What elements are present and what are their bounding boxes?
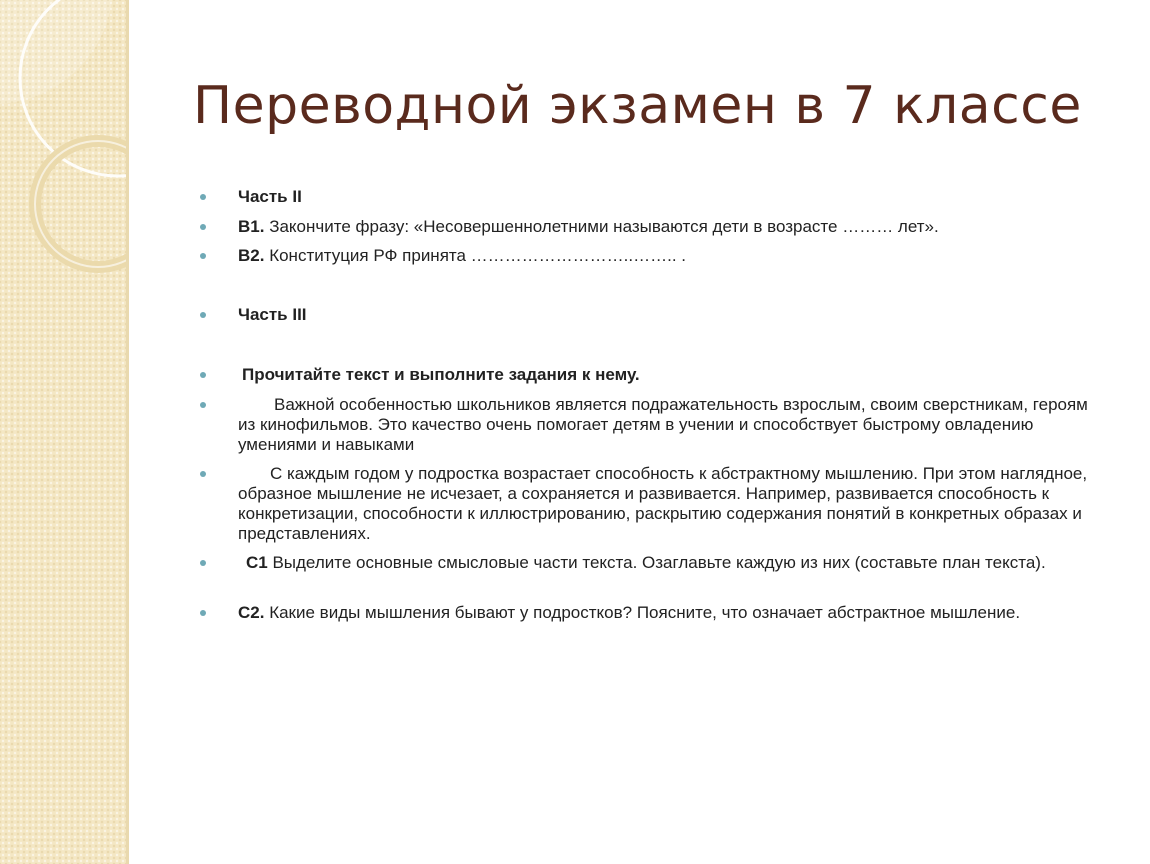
item-bold: С1 [246,553,268,572]
item-text: Конституция РФ принята ………………………..…….. . [264,246,687,265]
list-item-b2 [200,246,1100,266]
decorative-side-strip [0,0,126,864]
bullet-icon [200,224,206,230]
item-bold: Прочитайте текст и выполните задания к нему. [242,365,640,384]
item-bold: Часть II [238,187,302,206]
bullet-icon [200,610,206,616]
list-item-b1 [200,217,1100,237]
decorative-circles [0,0,126,864]
list-item-part-3 [200,305,1100,325]
bullet-icon [200,402,206,408]
bullet-icon [200,194,206,200]
item-bold: В2. [238,246,265,265]
list-item-c2 [200,603,1100,623]
item-text: Какие виды мышления бывают у подростков? Поясните, что означает абстрактное мышление. [264,603,1021,622]
item-bold: Часть III [238,305,307,324]
bullet-icon [200,312,206,318]
item-text: Закончите фразу: «Несовершеннолетними называются дети в возрасте ……… лет». [264,217,939,236]
bullet-icon [200,372,206,378]
item-bold: В1. [238,217,265,236]
item-text: С каждым годом у подростка возрастает способность к абстрактному мышлению. При этом наглядное, образное мышление не исчезает, а сохраняется и развивается. Например, развивается способность к конкретизации, способности к иллюстрированию, раскрытию содержания понятий в конкретных образах и представлениях. [238,464,1088,543]
bullet-icon [200,471,206,477]
slide-title: Переводной экзамен в 7 классе [193,76,1082,136]
side-strip-edge [126,0,129,864]
bullet-icon [200,560,206,566]
item-text: Выделите основные смысловые части текста. Озаглавьте каждую из них (составьте план текста). [267,553,1046,572]
list-item-paragraph-2 [200,464,1100,544]
list-item-c1 [200,553,1100,573]
list-item-part-2 [200,187,1100,207]
list-item-paragraph-1 [200,395,1100,455]
item-text: Важной особенностью школьников является подражательность взрослым, своим сверстникам, героям из кинофильмов. Это качество очень помогает детям в учении и способствует быстрому овладению умениями и навыками [238,395,1088,454]
list-item-instruction [200,365,1100,385]
bullet-icon [200,253,206,259]
item-bold: С2. [238,603,265,622]
